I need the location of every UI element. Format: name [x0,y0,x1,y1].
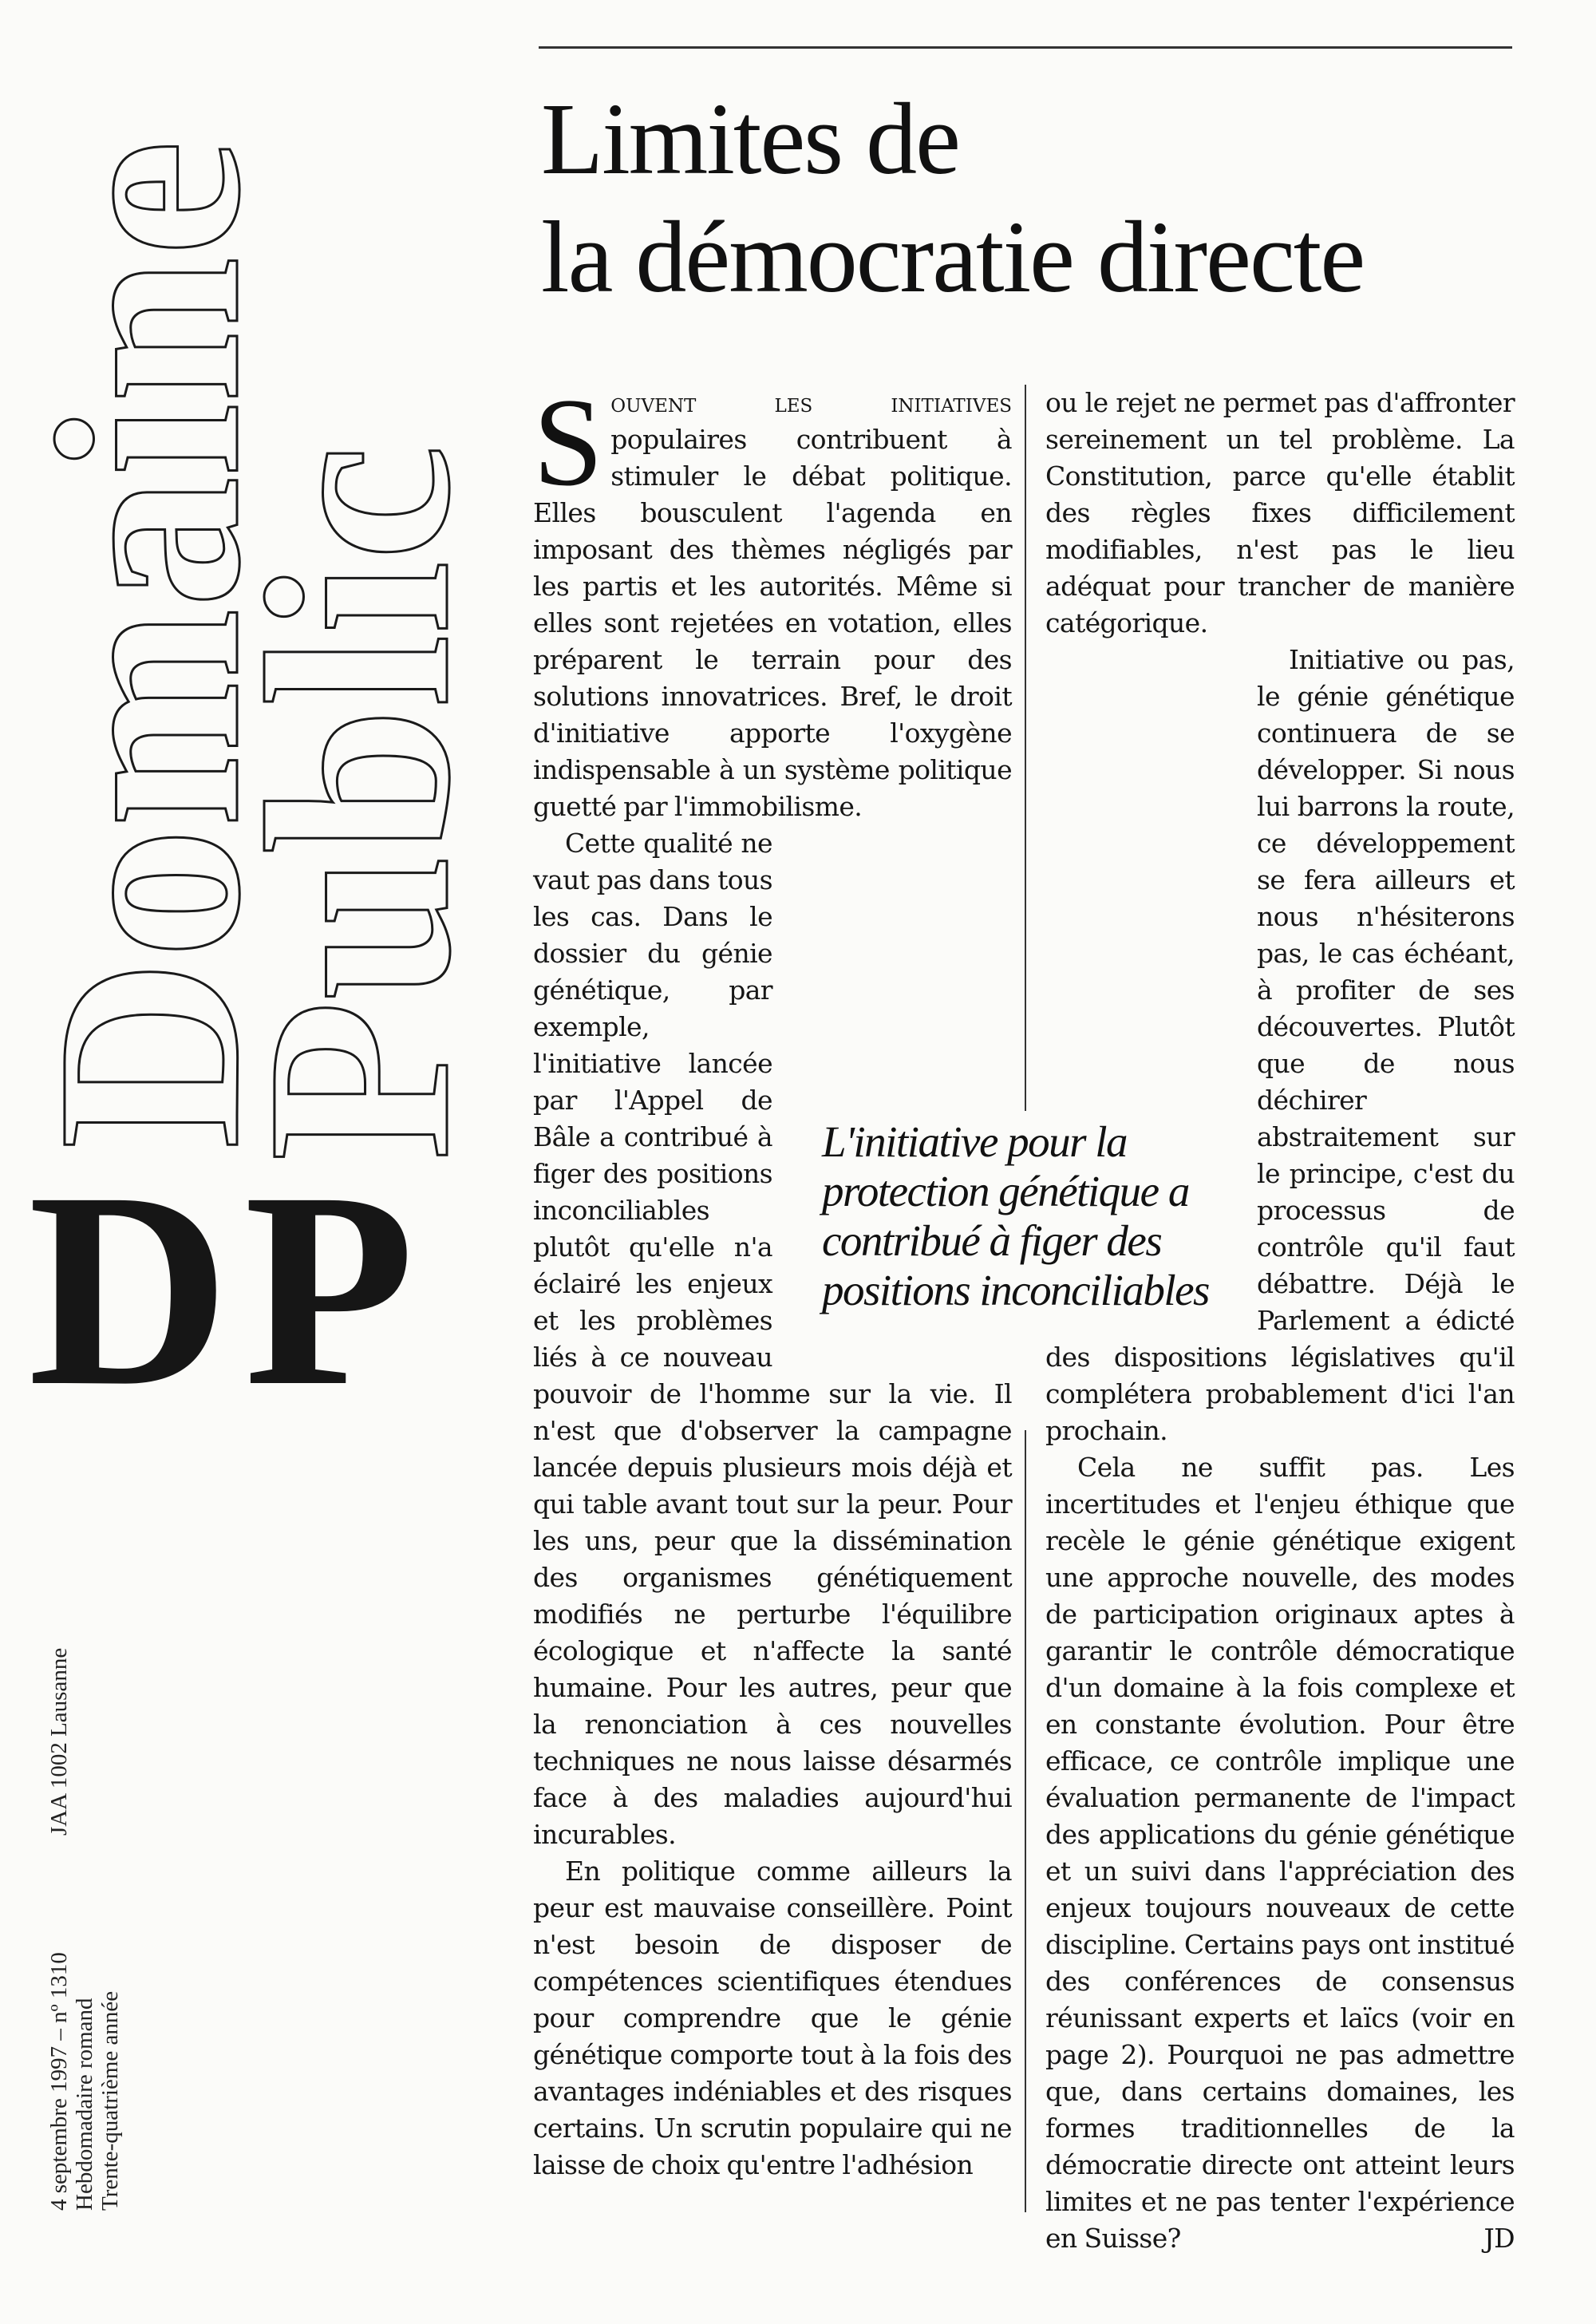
article-title [541,80,1531,316]
paragraph-5-text: Initiative ou pas, le génie génétique continuera de se développer. Si nous lui barrons la route, ce développement se fera ailleurs et nous n'hésiterons pas, le cas échéant, à profiter de ses découvertes. Plutôt que de nous déchirer abstraitement sur le principe, c'est du processus de contrôle qu'il faut débattre. Déjà le Parlement a édicté des dispositions législatives qu'il complétera probablement d'ici l'an prochain. [1045,644,1515,1446]
masthead-initials: DP [28,1134,429,1444]
paragraph-4: ou le rejet ne permet pas d'affronter sereinement un tel problème. La Constitution, parce qu'elle établit des règles fixes difficilement modifiables, n'est pas le lieu adéquat pour trancher de manière catégorique. [1045,387,1515,638]
top-rule [539,46,1512,49]
paragraph-6 [1045,1449,1515,2257]
masthead-public: Public [213,444,504,1161]
article-title-line2: la démocratie directe [541,200,1365,314]
masthead-domaine: Domaine [3,140,294,1149]
column-divider [1025,385,1026,1111]
paragraph-6-text: Cela ne suffit pas. Les incertitudes et l'enjeu éthique que recèle le génie génétique exigent une approche nouvelle, des modes de participation originaux aptes à garantir le contrôle démocratique d'un domaine à la fois complexe et en constante évolution. Pour être efficace, ce contrôle implique une évaluation permanente de l'impact des applications du génie génétique et un suivi dans l'appréciation des enjeux toujours nouveaux de cette discipline. Certains pays ont institué des conférences de consensus réunissant experts et laïcs (voir en page 2). Pourquoi ne pas admettre que, dans certains domaines, les formes traditionnelles de la démocratie directe ont atteint leurs limites et ne pas tenter l'expérience en Suisse? [1045,1452,1515,2254]
drop-cap: S [533,373,603,512]
article-title-line1: Limites de [541,82,959,196]
lead-in: ouvent les initiatives [610,387,1012,418]
paragraph-1 [533,373,1012,825]
article-column-right [1045,385,1515,2257]
postal-code: JAA 1002 Lausanne [46,1647,72,1836]
issue-date-number: 4 septembre 1997 – nº 1310 [46,1952,72,2211]
paragraph-3: En politique comme ailleurs la peur est mauvaise conseillère. Point n'est besoin de disposer de compétences scientifiques étendues pour comprendre que le génie génétique comporte tout à la fois des avantages indéniables et des risques certains. Un scrutin populaire qui ne laisse de choix qu'entre l'adhésion [533,1856,1012,2180]
pull-quote: L'initiative pour la protection génétique a contribué à figer des positions inconciliables [822,1117,1209,1314]
signature: JD [1483,2223,1515,2254]
paragraph-5 [1045,642,1515,1449]
paragraph-2 [533,825,1012,1853]
postal-info [46,1077,72,1836]
issue-year: Trente-quatrième année [97,1990,123,2211]
paragraph-1-text: populaires contribuent à stimuler le débat politique. Elles bousculent l'agenda en imposant des thèmes négligés par les partis et les autorités. Même si elles sont rejetées en votation, elles préparent le terrain pour des solutions innovatrices. Bref, le droit d'initiative apporte l'oxygène indispensable à un système politique guetté par l'immobilisme. [533,424,1012,822]
column-divider-lower [1025,1430,1026,2212]
paragraph-2-text: Cette qualité ne vaut pas dans tous les cas. Dans le dossier du génie génétique, par exemple, l'initiative lancée par l'Appel de Bâle a contribué à figer des positions inconciliables plutôt qu'elle n'a éclairé les enjeux et les problèmes liés à ce nouveau pouvoir de l'homme sur la vie. Il n'est que d'observer la campagne lancée depuis plusieurs mois déjà et qui table avant tout sur la peur. Pour les uns, peur que la dissémination des organismes génétiquement modifiés ne perturbe l'équilibre écologique et n'affecte la santé humaine. Pour les autres, peur que la renonciation à ces nouvelles techniques ne nous laisse désarmés face à des maladies aujourd'hui incurables. [533,828,1012,1850]
issue-periodicity: Hebdomadaire romand [72,1998,97,2211]
